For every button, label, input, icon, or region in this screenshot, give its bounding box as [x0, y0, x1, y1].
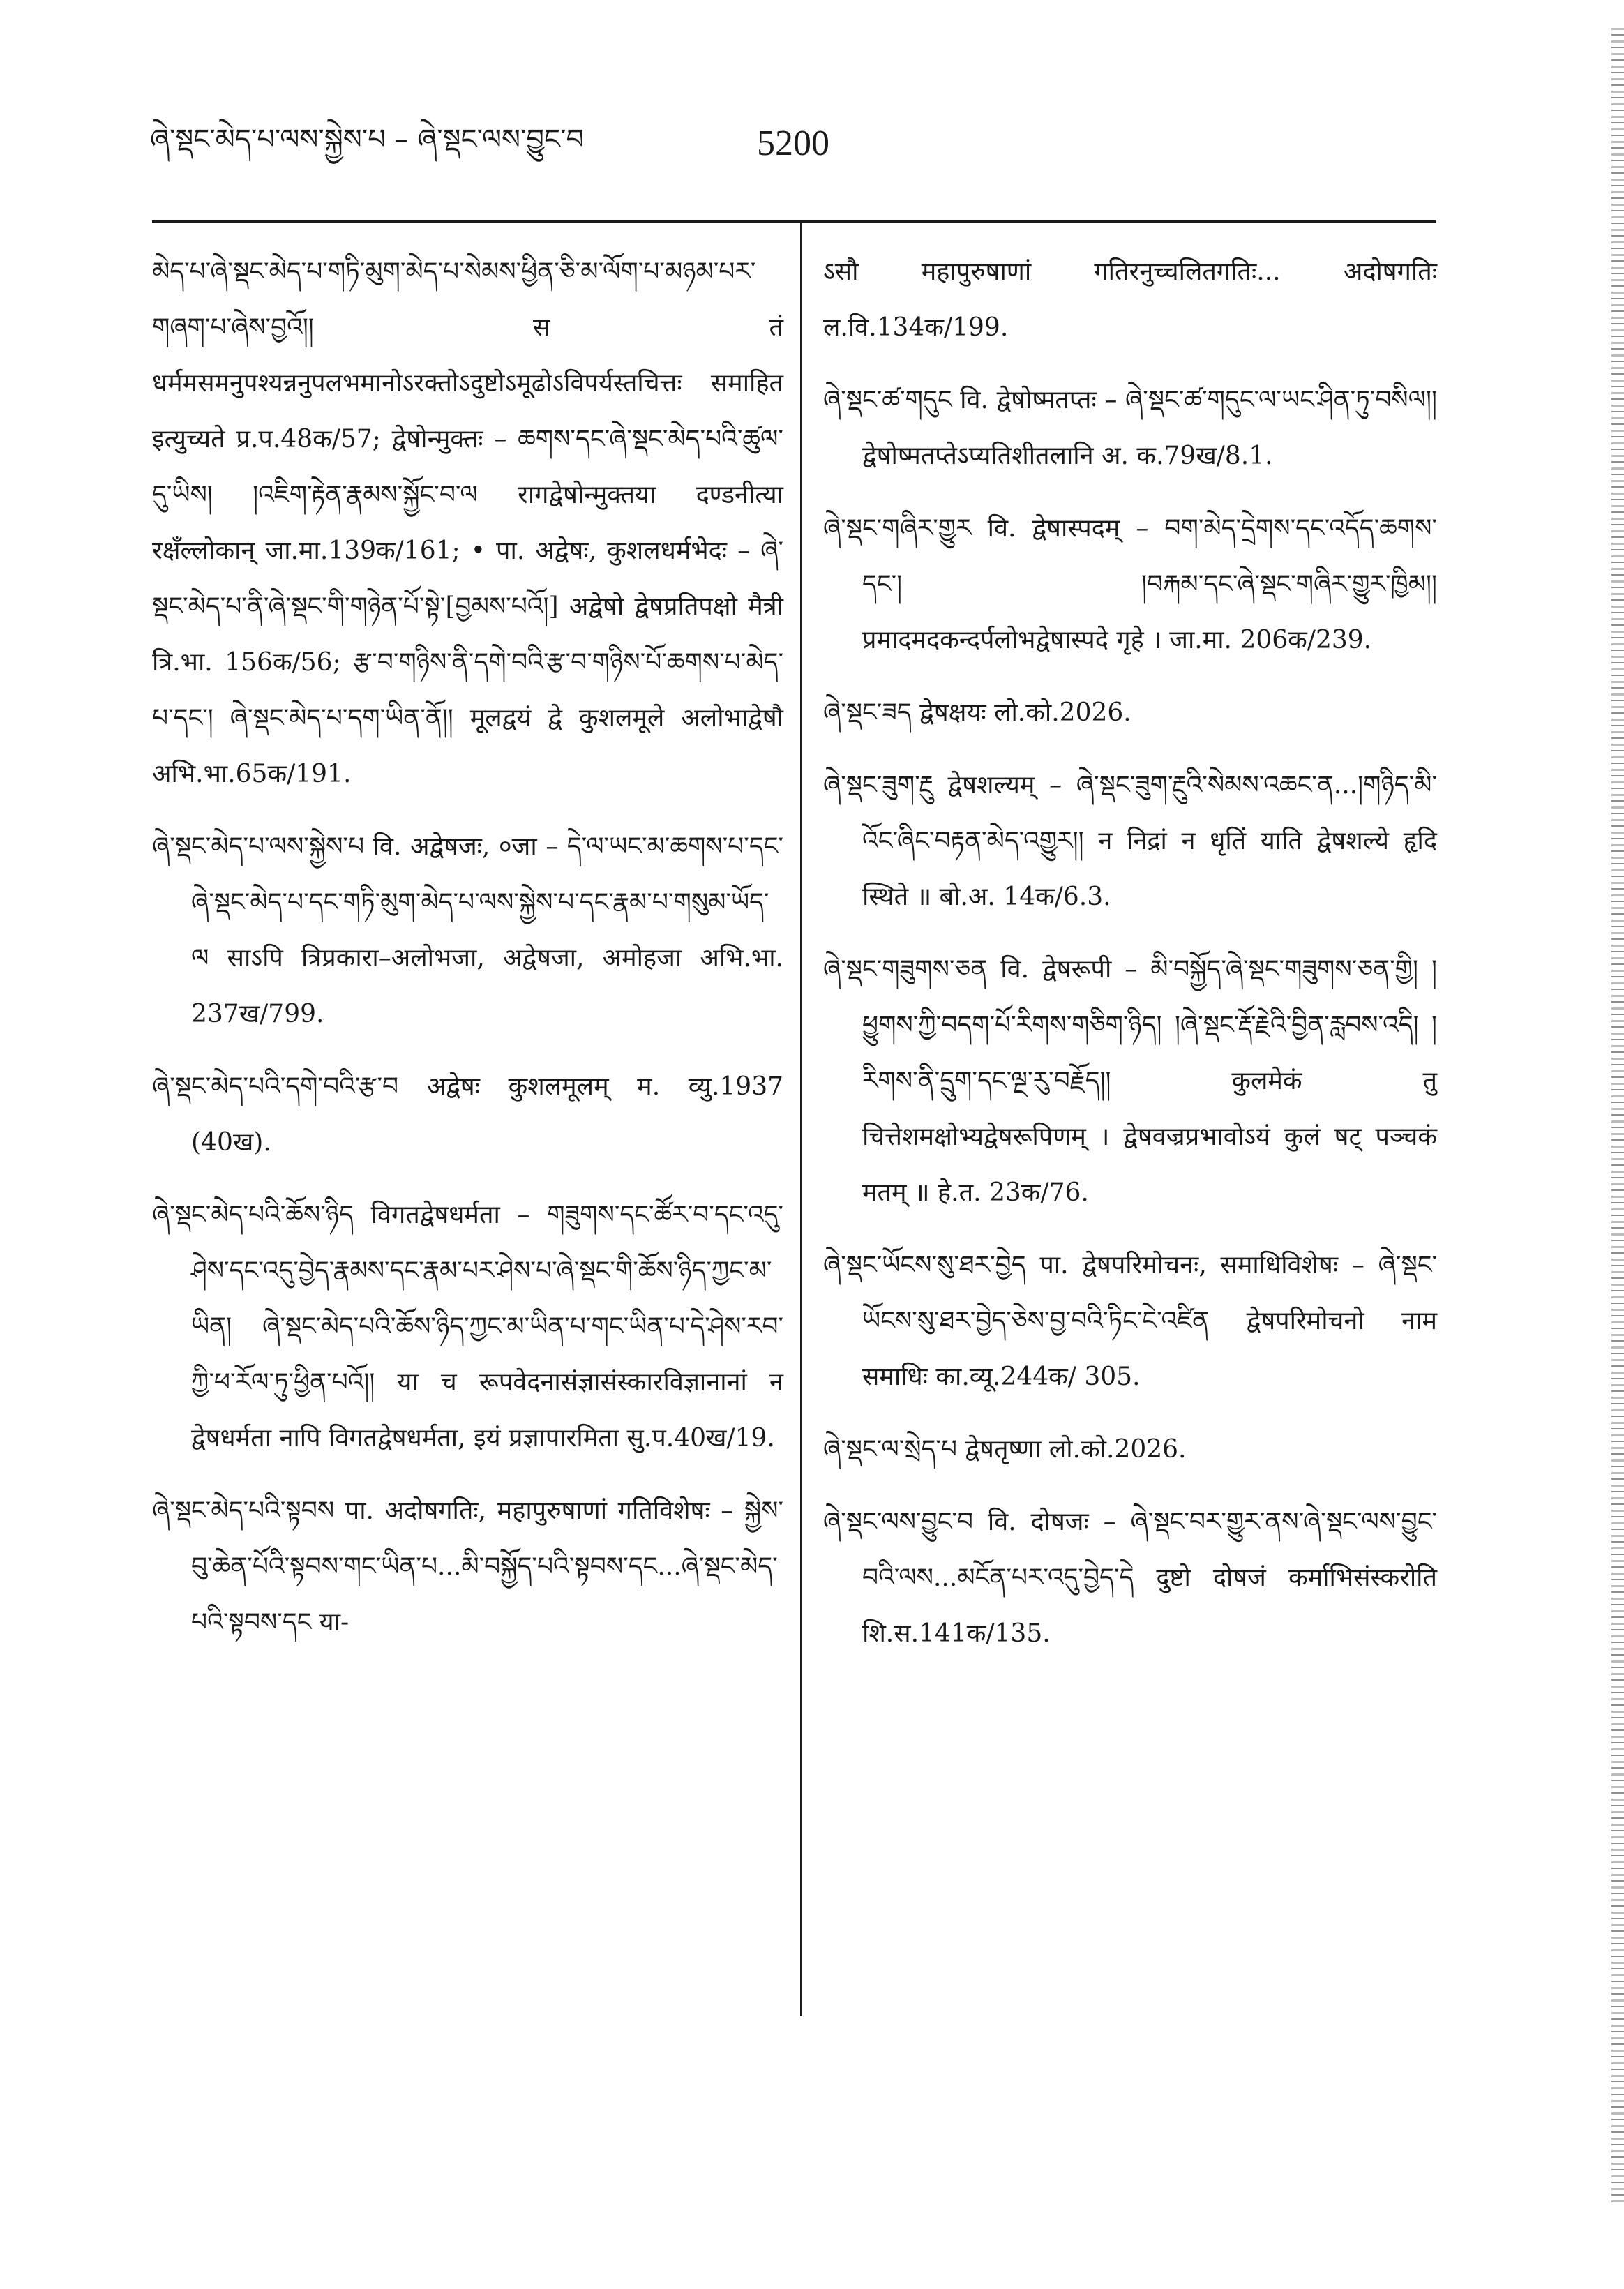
entry-continuation: མེད་པ་ཞེ་སྡང་མེད་པ་གཏི་མུག་མེད་པ་སེམས་ཕྱིན་ཅི་མ་ལོག་པ་མཉམ་པར་གཞག་པ་ཞེས་བྱའོ།། स तं धर्ममसमनुपश्यन्ननुपलभमानोऽरक्तोऽदुष्टोऽमूढोऽविपर्यस्तचित्तः समाहित इत्युच्यते प्र.प.48क/57; द्वेषोन्मुक्तः – ཆགས་དང་ཞེ་སྡང་མེད་པའི་ཚུལ་དུ་ཡིས། །འཇིག་རྟེན་རྣམས་སྐྱོང་བ་ལ रागद्वेषोन्मुक्तया दण्डनीत्या रक्षँल्लोकान् जा.मा.139क/161; • पा. अद्वेषः, कुशलधर्मभेदः – ཞེ་སྡང་མེད་པ་ནི་ཞེ་སྡང་གི་གཉེན་པོ་སྟེ་[བྱམས་པའོ།] अद्वेषो द्वेषप्रतिपक्षो मैत्री त्रि.भा. 156क/56; རྩ་བ་གཉིས་ནི་དགེ་བའི་རྩ་བ་གཉིས་པོ་ཆགས་པ་མེད་པ་དང་། ཞེ་སྡང་མེད་པ་དག་ཡིན་ནོ།། मूलद्वयं द्वे कुशलमूले अलोभाद्वेषौ अभि.भा.65क/191. [152, 257, 783, 788]
header-title: ཞེ་སྡང་མེད་པ་ལས་སྐྱེས་པ – ཞེ་སྡང་ལས་བྱུང་བ [150, 123, 585, 156]
scan-edge [1611, 28, 1624, 2205]
dictionary-entry: ཞེ་སྡང་གཟུགས་ཅན वि. द्वेषरूपी – མི་བསྐྱོད་ཞེ་སྡང་གཟུགས་ཅན་གྱི། །ཕྱུགས་ཀྱི་བདག་པོ་རིགས་གཅིག་ཉིད། །ཞེ་སྡང་རྡོ་རྗེའི་བྱིན་རླབས་འདི། །རིགས་ནི་དྲུག་དང་ལྔ་རུ་བརྗོད།། कुलमेकं तु चित्तेशमक्षोभ्यद्वेषरूपिणम् । द्वेषवज्रप्रभावोऽयं कुलं षट् पञ्चकं मतम् ॥ हे.त. 23क/76. [823, 955, 1437, 1207]
column-divider [800, 223, 802, 2016]
page-number: 5200 [757, 123, 829, 163]
right-column [823, 244, 1437, 1679]
dictionary-entry: ཞེ་སྡང་ཟུག་རྔུ द्वेषशल्यम् – ཞེ་སྡང་ཟུག་རྔུའི་སེམས་འཆང་ན...།གཉིད་མི་འོང་ཞིང་བརྟན་མེད་འགྱུར།། न निद्रां न धृतिं याति द्वेषशल्ये हृदि स्थिते ॥ बो.अ. 14क/6.3. [823, 771, 1437, 911]
dictionary-entry: ཞེ་སྡང་གཞིར་གྱུར वि. द्वेषास्पदम् – བག་མེད་དྲེགས་དང་འདོད་ཆགས་དང་། །བརྐམ་དང་ཞེ་སྡང་གཞིར་གྱུར་ཁྱིམ།། प्रमादमदकन्दर्पलोभद्वेषास्पदे गृहे । जा.मा. 206क/239. [823, 514, 1437, 654]
dictionary-entry: ཞེ་སྡང་ཟད द्वेषक्षयः लो.को.2026. [823, 698, 1131, 727]
dictionary-entry: ཞེ་སྡང་མེད་པ་ལས་སྐྱེས་པ वि. अद्वेषजः, ०जा – དེ་ལ་ཡང་མ་ཆགས་པ་དང་ཞེ་སྡང་མེད་པ་དང་གཏི་མུག་མེད་པ་ལས་སྐྱེས་པ་དང་རྣམ་པ་གསུམ་ཡོད་ལ साऽपि त्रिप्रकारा–अलोभजा, अद्वेषजा, अमोहजा अभि.भा. 237ख/799. [152, 832, 783, 1028]
dictionary-entry: ཞེ་སྡང་ཚ་གདུང वि. द्वेषोष्मतप्तः – ཞེ་སྡང་ཚ་གདུང་ལ་ཡང་ཤིན་ཏུ་བསིལ།། द्वेषोष्मतप्तेऽप्यतिशीतलानि अ. क.79ख/8.1. [823, 386, 1437, 470]
left-column [152, 244, 783, 1667]
dictionary-entry: ཞེ་སྡང་ཡོངས་སུ་ཐར་བྱེད पा. द्वेषपरिमोचनः, समाधिविशेषः – ཞེ་སྡང་ཡོངས་སུ་ཐར་བྱེད་ཅེས་བྱ་བའི་ཏིང་ངེ་འཛིན द्वेषपरिमोचनो नाम समाधिः का.व्यू.244क/ 305. [823, 1251, 1437, 1391]
dictionary-entry: ཞེ་སྡང་མེད་པའི་དགེ་བའི་རྩ་བ अद्वेषः कुशलमूलम् म. व्यु.1937 (40ख). [152, 1072, 783, 1157]
dictionary-entry: ཞེ་སྡང་ལ་སྲེད་པ द्वेषतृष्णा लो.को.2026. [823, 1435, 1187, 1464]
dictionary-entry: ཞེ་སྡང་མེད་པའི་སྟབས पा. अदोषगतिः, महापुरुषाणां गतिविशेषः – སྐྱེས་བུ་ཆེན་པོའི་སྟབས་གང་ཡིན་པ...མི་བསྐྱོད་པའི་སྟབས་དང...ཞེ་སྡང་མེད་པའི་སྟབས་དང या- [152, 1496, 783, 1637]
entry-continuation: ऽसौ महापुरुषाणां गतिरनुच्चलितगतिः... अदोषगतिः ल.वि.134क/199. [823, 257, 1437, 342]
header-rule [152, 220, 1436, 223]
running-header [150, 119, 834, 174]
dictionary-entry: ཞེ་སྡང་ལས་བྱུང་བ वि. दोषजः – ཞེ་སྡང་བར་གྱུར་ནས་ཞེ་སྡང་ལས་བྱུང་བའི་ལས...མངོན་པར་འདུ་བྱེད་དེ दुष्टो दोषजं कर्माभिसंस्करोति शि.स.141क/135. [823, 1508, 1437, 1648]
dictionary-entry: ཞེ་སྡང་མེད་པའི་ཆོས་ཉིད विगतद्वेषधर्मता – གཟུགས་དང་ཚོར་བ་དང་འདུ་ཤེས་དང་འདུ་བྱེད་རྣམས་དང་རྣམ་པར་ཤེས་པ་ཞེ་སྡང་གི་ཆོས་ཉིད་ཀྱང་མ་ཡིན། ཞེ་སྡང་མེད་པའི་ཆོས་ཉིད་ཀྱང་མ་ཡིན་པ་གང་ཡིན་པ་དེ་ཤེས་རབ་ཀྱི་ཕ་རོལ་ཏུ་ཕྱིན་པའོ།། या च रूपवेदनासंज्ञासंस्कारविज्ञानानां न द्वेषधर्मता नापि विगतद्वेषधर्मता, इयं प्रज्ञापारमिता सु.प.40ख/19. [152, 1201, 783, 1453]
